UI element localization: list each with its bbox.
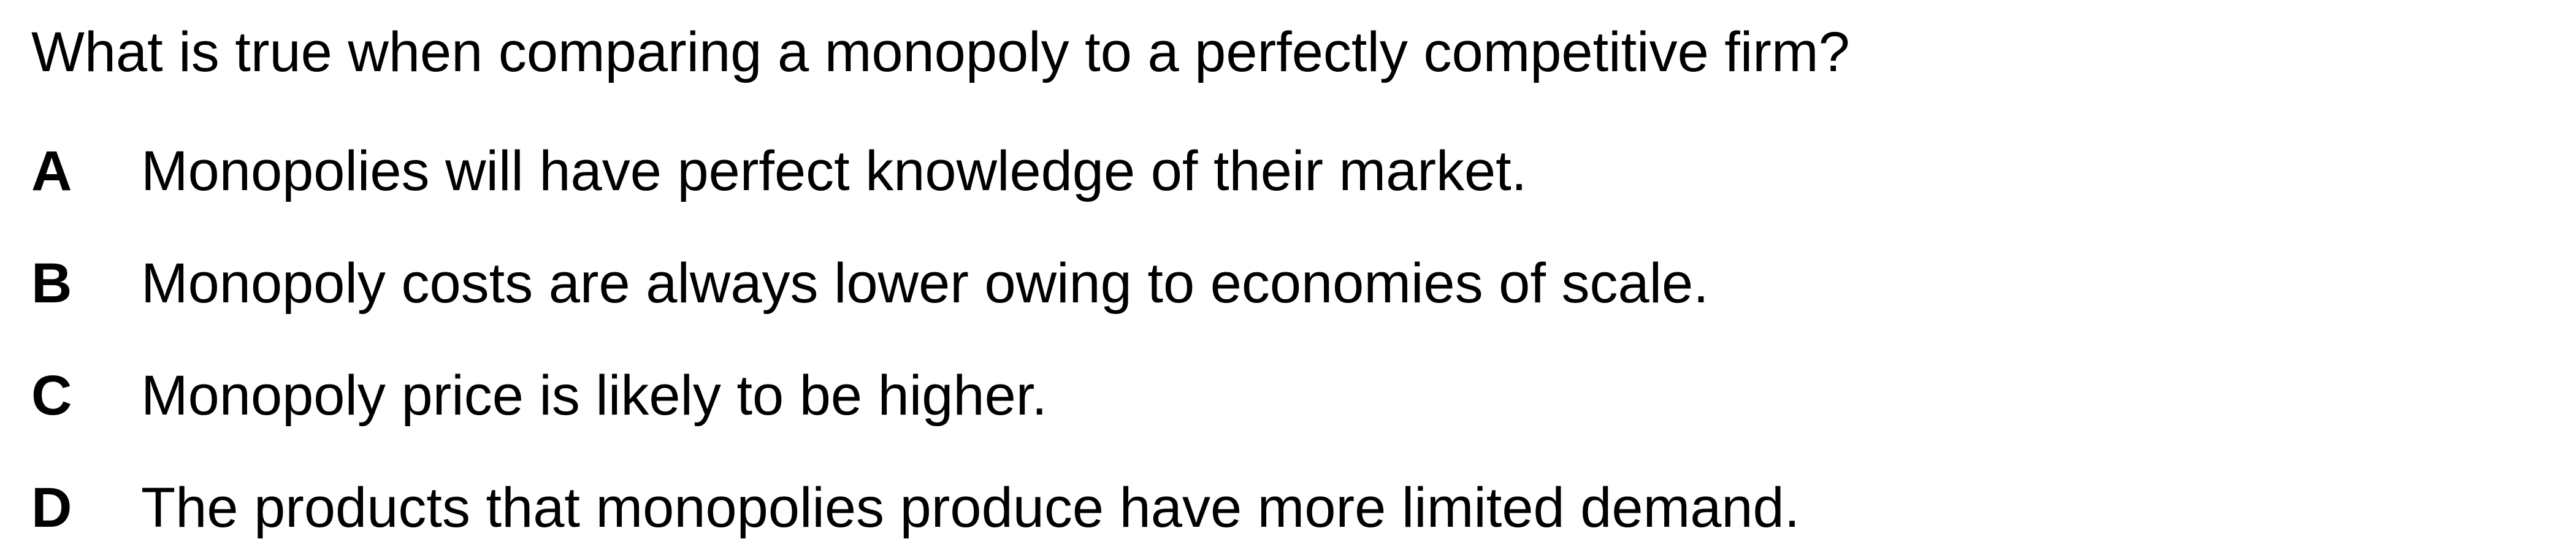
option-text: Monopoly price is likely to be higher. [141, 364, 1047, 427]
option-letter: B [31, 252, 72, 315]
option-letter: A [31, 140, 72, 202]
option-text: Monopolies will have perfect knowledge of their market. [141, 140, 1527, 202]
option-letter: D [31, 477, 72, 539]
option-text: The products that monopolies produce have more limited demand. [141, 477, 1800, 539]
answer-option-b[interactable] [31, 250, 1709, 317]
answer-option-a[interactable] [31, 137, 1527, 205]
option-text: Monopoly costs are always lower owing to economies of scale. [141, 252, 1709, 315]
question-text: What is true when comparing a monopoly to a perfectly competitive firm? [31, 21, 1850, 83]
answer-option-c[interactable] [31, 362, 1047, 429]
option-letter: C [31, 364, 72, 427]
answer-option-d[interactable] [31, 474, 1800, 542]
